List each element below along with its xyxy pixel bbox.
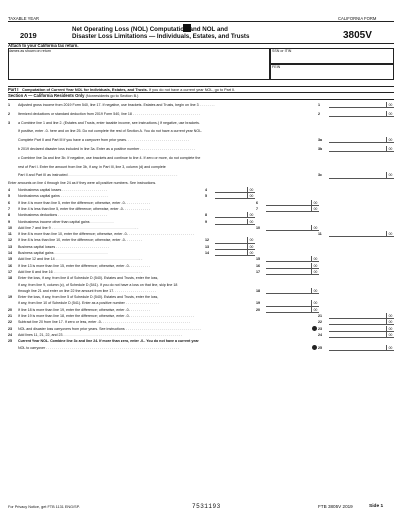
line-3b-cents: 00 [386,146,394,152]
line-row [8,212,203,218]
line-text: c Combine line 3a and line 3b. If negative, use brackets and continue to line 4. If zero or more, do not complete the [18,155,201,160]
line-5-field[interactable] [215,193,255,199]
line-24-field[interactable] [329,332,394,338]
line-row [8,164,318,170]
line-19-number: 19 [256,301,260,306]
form-title-line1: Net Operating Loss (NOL) Computation and NOL and [72,26,228,33]
line-row [8,120,318,126]
line-label: 13 [8,244,12,249]
line-text: Add lines 11, 21, 22, and 23 . . . . . . . . . . . . . . . . . . . . . . . . . . . . . . . . . . . . . . . . . . . . . . . . . . . . . . . . . . . . [18,332,183,337]
line-text: rest of Part I. Enter the amount from line 3b, if any, in Part III, line 3, column (d) and complete [18,164,166,169]
line-12-field[interactable] [215,237,255,243]
line-label: 4 [8,188,10,192]
line-19-field[interactable] [266,300,319,306]
taxable-year-label: TAXABLE YEAR [8,16,40,21]
line-3a-field[interactable] [329,137,394,143]
line-label: 9 [8,219,10,224]
line-text: NOL and disaster loss carryovers from prior years. See instructions . . . . . . . . . . . . . . . . . . . . . . . . . . . . . . . . . . . . . . [18,326,201,331]
line-15-cents: 00 [311,256,319,262]
line-7-cents: 00 [311,206,319,212]
line-text: Business capital gains . . . . . . . . . . . . . . . . . . . . . . . . . . . [18,251,108,255]
line-row [8,288,254,294]
line-row [8,206,254,212]
line-text: Add line 7 and line 9 . . . . . . . . . . . . . . . . . . . . . . . . . . . . . . . . . . . . . . . . . . . . [18,225,139,230]
line-row [8,269,254,275]
names-label: Names as shown on return [8,49,51,53]
line-4-field[interactable] [215,187,255,193]
line-label: 23 [8,326,12,331]
line-3b-number: 3b [318,147,323,151]
line-row [8,263,254,269]
line-3a-cents: 00 [386,137,394,143]
footer-side: Side 1 [369,504,384,509]
line-8-number: 8 [205,213,207,218]
line-row [8,282,318,288]
line-20-field[interactable] [266,307,319,313]
line-11-cents: 00 [386,231,394,237]
line-24-number: 24 [318,332,322,337]
line-text: If line 8 is less than line 10, enter the difference; otherwise, enter -0- . . . . . . . . [18,238,142,243]
line-23-number: 23 [318,326,322,331]
line-row [8,338,318,344]
form-number: 3805V [343,30,372,41]
line-row [8,319,318,325]
line-row [8,326,318,332]
line-text: Enter the loss, if any, from line 5 of Schedule D (540). Estates and Trusts, enter the loss, [18,295,159,300]
line-text: Add line 12 and line 14 . . . . . . . . . . . . . . . . . . . . . . . . . . . . . . . . . . . . . . . . . . . . [18,257,143,262]
line-text: if any, from line 9, column (c), of Schedule D (541). If you do not have a loss on that line, skip line 18 [18,282,178,287]
line-row [8,187,203,193]
line-23-field[interactable] [329,326,394,332]
form-code: 7531193 [192,503,221,510]
line-25-field[interactable] [329,345,394,351]
line-18-cents: 00 [311,288,319,294]
line-22-number: 22 [318,320,322,325]
line-label: 19 [8,295,12,300]
line-text: If line 18 is more than line 19, enter the difference; otherwise, enter -0- . . . . . . . . . . [18,307,150,312]
line-text: If positive, enter -0- here and on line 25. Do not complete the rest of Section A. You do not have a current year NOL. [18,129,203,134]
part1-note: If you do not have a current year NOL, go to Part II. [148,88,236,92]
privacy-notice: For Privacy Notice, get FTB 1131 ENG/SP. [8,505,80,509]
line-text: NOL to carryover . . . . . . . . . . . . . . . . . . . . . . . . . . . . . . . . . . . . . . . . . . . . . . . . . . . . . . . . . . . . . . . . . . . [18,345,180,350]
ssn-field[interactable] [270,48,394,64]
california-form-label: CALIFORNIA FORM [338,16,377,21]
line-9-number: 9 [205,219,207,224]
line-11-number: 11 [318,232,322,237]
line-6-number: 6 [256,200,258,205]
line-row [8,200,254,206]
line-16-cents: 00 [311,263,319,269]
line-25-number: 25 [318,345,322,350]
line-text: through line 21 and enter on line 22 the amount from line 17. . . . . . . . . . . . . . . . . . . . . . [18,288,157,293]
line-text: Complete Part II and Part III if you have a carryover from prior years. . . . . . . . . . . . . . . . . . . . . . . . . . . . . . . . [18,138,189,143]
line-text: If line 4 is less than line 5, enter the difference; otherwise, enter -0- . . . . . . . . . . . . . [18,206,150,211]
line-3c-field[interactable] [329,172,394,178]
line-label: 7 [8,206,10,211]
line-label: 12 [8,238,12,243]
line-label: 3 [8,120,10,125]
line-text: Part II and Part III as instructed . . . . . . . . . . . . . . . . . . . . . . . . . . . . . . . . . . . . . . . . . . . . . . . . . . . . . . . [18,173,178,178]
line-label: 15 [8,257,12,262]
line-label: 17 [8,269,12,274]
line-text: Nonbusiness capital losses . . . . . . . . . . . . . . . . . . . . . . . [18,188,108,192]
line-17-field[interactable] [266,269,319,275]
line-7-number: 7 [256,206,258,211]
line-1-number: 1 [318,103,320,107]
line-5-number: 5 [205,194,207,199]
line-row [8,244,203,250]
line-14-number: 14 [205,251,209,255]
line-row [8,172,318,178]
line-21-number: 21 [318,314,322,318]
line-11-field[interactable] [329,231,394,237]
footer-form: FTB 3805V 2019 [318,504,353,509]
line-row [8,250,203,256]
line-row [8,237,203,243]
line-row [8,111,318,117]
names-field[interactable] [8,48,270,80]
line-text: If line 8 is more than line 10, enter the difference; otherwise, enter -0- . . . . . . . . . . . . . . . . . . . . . . . . . . . . . . . . . [18,232,194,237]
line-4-number: 4 [205,188,207,192]
enter-note: Enter amounts on line 4 through line 24 as if they were all positive numbers. See instructions. [8,181,157,185]
line-row [8,146,318,152]
line-13-number: 13 [205,244,209,249]
section-a-label: Section A — California Residents Only [8,93,85,98]
line-6-field[interactable] [266,200,319,206]
line-9-cents: 00 [247,219,255,225]
line-17-number: 17 [256,269,260,274]
line-label: 10 [8,225,12,230]
line-20-number: 20 [256,307,260,312]
line-2-field[interactable] [329,111,394,117]
line-text: Nonbusiness deductions . . . . . . . . . . . . . . . . . . . . . . . . . [18,213,108,218]
line-row [8,345,318,351]
line-text: a Combine line 1 and line 2. (Estates and Trusts, enter taxable income, see instructions.) If negative, use brackets. [18,120,200,125]
line-label: 1 [8,103,10,107]
fein-label: FEIN [272,65,281,69]
line-3b-field[interactable] [329,146,394,152]
line-text: Subtract line 20 from line 17. If zero or less, enter -0- . . . . . . . . . . . . . . . . . . . . . . . . . . . . . . . . . . . . . . . . . . . . [18,320,190,325]
line-row [8,155,318,161]
line-21-field[interactable] [329,313,394,319]
line-text: If line 4 is more than line 5, enter the difference; otherwise, enter -0- . . . . . . . . . . . . [18,200,150,205]
line-2-cents: 00 [386,111,394,117]
line-8-field[interactable] [215,212,255,218]
line-row [8,193,203,199]
line-text: Current Year NOL. Combine line 3c and line 24. If more than zero, enter -0-. You do not have a current year [18,339,199,344]
line-3a-number: 3a [318,138,322,143]
line-label: 2 [8,111,10,116]
line-1-cents: 00 [386,102,394,108]
ssn-label: SSN or ITIN [272,49,292,53]
line-label: 11 [8,232,12,237]
line-label: 6 [8,200,10,205]
line-17-cents: 00 [311,269,319,275]
line-13-field[interactable] [215,244,255,250]
section-a-note: (Nonresidents go to Section B.) [85,94,139,98]
line-label: 18 [8,276,12,281]
line-14-cents: 00 [247,250,255,256]
line-row [8,219,203,225]
fein-field[interactable] [270,64,394,80]
line-8-cents: 00 [247,212,255,218]
line-1-field[interactable] [329,102,394,108]
line-22-cents: 00 [386,319,394,325]
part1-title: Computation of Current Year NOL for Individuals, Estates, and Trusts. [21,88,148,92]
line-10-number: 10 [256,225,260,230]
line-10-field[interactable] [266,225,319,231]
line-row [8,256,254,262]
line-row [8,225,254,231]
line-15-number: 15 [256,257,260,262]
line-text: If line 13 is more than line 15, enter the difference; otherwise, enter -0- . . . . . . . . . . [18,263,150,268]
line-row [8,307,254,313]
line-13-cents: 00 [247,244,255,250]
line-text: Add line 6 and line 16 . . . . . . . . . . . . . . . . . . . . . . . . . . . . . . . . . . . . . . . . . . . . . [18,269,143,274]
line-4-cents: 00 [247,187,255,193]
line-row [8,102,318,108]
line-3c-cents: 00 [386,172,394,178]
line-10-cents: 00 [311,225,319,231]
line-15-field[interactable] [266,256,319,262]
line-7-field[interactable] [266,206,319,212]
line-2-number: 2 [318,111,320,116]
line-label: 8 [8,213,10,218]
line-9-field[interactable] [215,219,255,225]
line-6-cents: 00 [311,200,319,206]
form-year: 2019 [20,31,37,40]
line-24-cents: 00 [386,332,394,338]
line-text: if any, from line 10 of Schedule D (541). Enter as a positive number . . . . . . . . . . . . . . . . . [18,301,159,306]
line-row [8,313,318,319]
line-18-number: 18 [256,288,260,293]
line-18-field[interactable] [266,288,319,294]
line-label: 16 [8,263,12,268]
line-20-cents: 00 [311,307,319,313]
line-text: Nonbusiness income other than capital gains . . . . . . . . . . . . [18,219,114,224]
line-row [8,300,254,306]
line-21-cents: 00 [386,313,394,319]
line-row [8,332,318,338]
line-text: Enter the loss, if any, from line 8 of Schedule D (540). Estates and Trusts, enter the loss, [18,276,159,281]
line-label: 24 [8,332,12,337]
line-12-number: 12 [205,238,209,243]
line-14-field[interactable] [215,250,255,256]
line-row [8,137,318,143]
line-label: 21 [8,314,12,318]
line-label: 22 [8,320,12,325]
line-text: Business capital losses . . . . . . . . . . . . . . . . . . . . . . . . . . . [18,244,110,249]
form-title-line2: Disaster Loss Limitations — Individuals, Estates, and Trusts [72,33,250,40]
line-row [8,275,318,281]
line-3c-number: 3c [318,173,322,178]
line-label: 14 [8,251,12,255]
line-16-number: 16 [256,263,260,268]
line-text: b 2019 declared disaster loss included in line 3a. Enter as a positive number . . . . . . . . . . . . . . . . . . . . . . . . . . . . [18,147,196,151]
line-22-field[interactable] [329,319,394,325]
line-text: Itemized deductions or standard deduction from 2019 Form 540, line 18 . . . . . . . . . . . . . . . . . . . . . . . . . . . . . . . . . . [18,111,200,116]
line-row [8,128,318,134]
attach-instruction: Attach to your California tax return. [8,43,79,48]
line-text: Adjusted gross income from 2019 Form 540, line 17. If negative, use brackets. Estates and Trusts, begin on line 3 . . . . . . . . [18,103,215,107]
line-25-cents: 00 [386,345,394,351]
line-label: 25 [8,339,12,344]
line-label: 20 [8,307,12,312]
line-5-cents: 00 [247,193,255,199]
line-text: If line 19 is more than line 18, enter the difference; otherwise, enter -0- . . . . . . . . . . . . . . . . . . . . . . . . . . . . . . . . [18,314,194,318]
line-23-cents: 00 [386,326,394,332]
line-label: 5 [8,194,10,199]
line-text: Nonbusiness capital gains . . . . . . . . . . . . . . . . . . . . . . . . [18,194,108,199]
line-19-cents: 00 [311,300,319,306]
line-12-cents: 00 [247,237,255,243]
line-row [8,231,318,237]
line-16-field[interactable] [266,263,319,269]
part1-label: Part I [8,87,19,92]
line-row [8,294,318,300]
